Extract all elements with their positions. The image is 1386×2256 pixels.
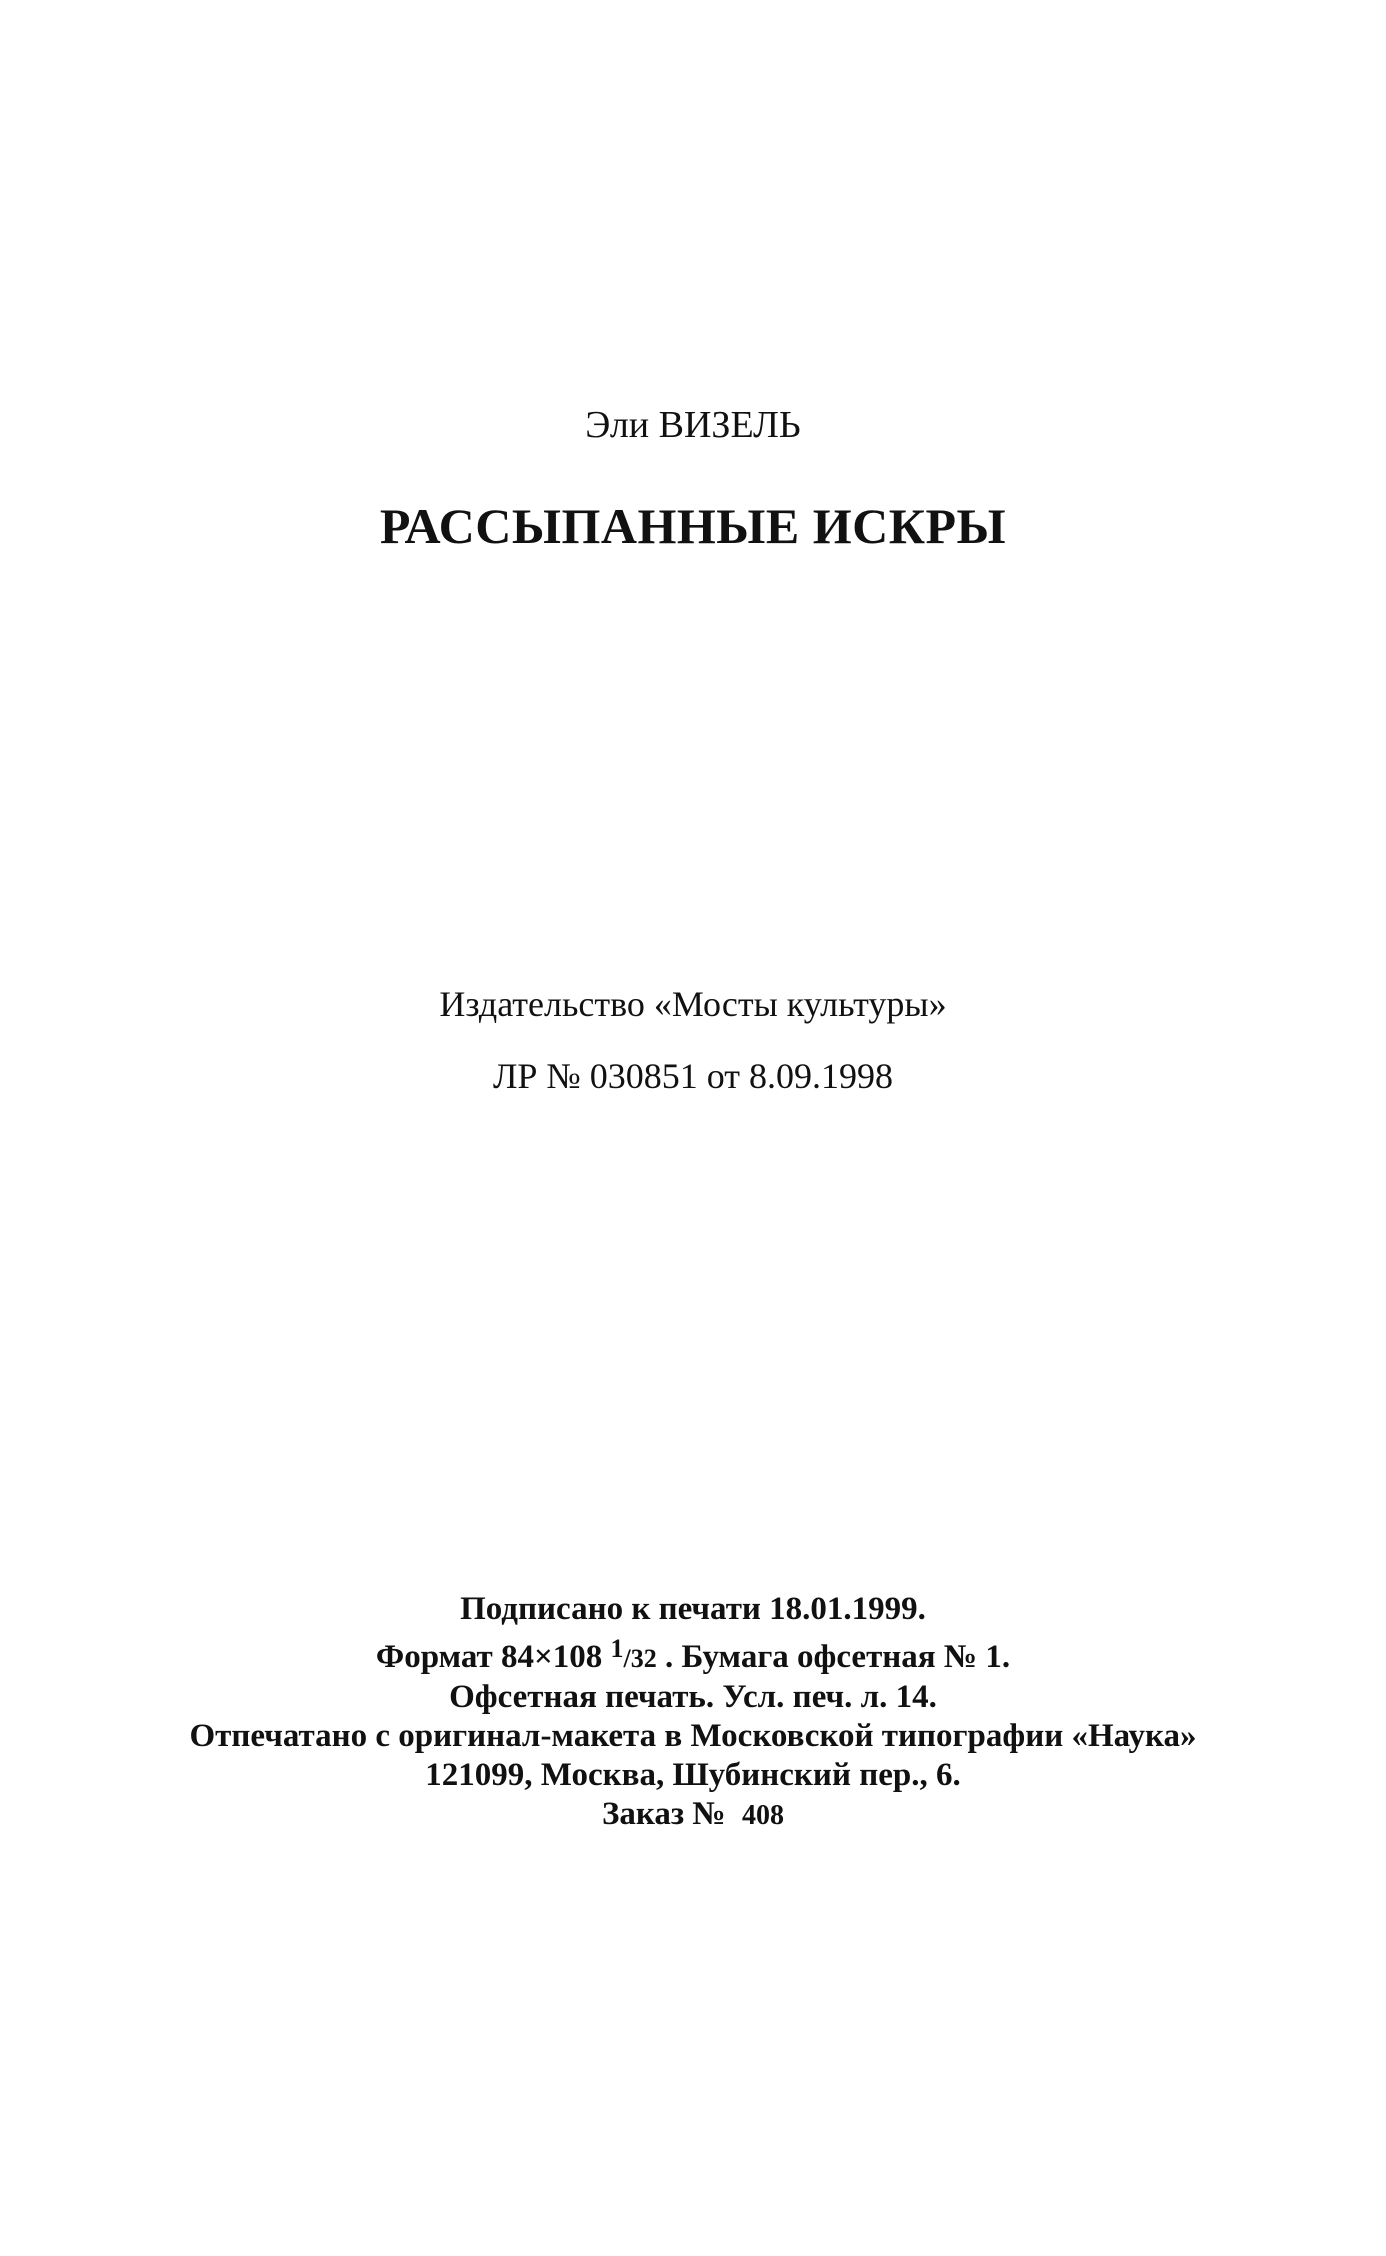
imprint-format-prefix: Формат 84×108: [375, 1639, 603, 1675]
imprint-block: [0, 1590, 1386, 1835]
publisher-name: Издательство «Мосты культуры»: [439, 984, 947, 1024]
imprint-order-label: Заказ №: [601, 1796, 726, 1832]
publisher-license: ЛР № 030851 от 8.09.1998: [492, 1056, 894, 1096]
book-title: РАССЫПАННЫЕ ИСКРЫ: [379, 498, 1007, 554]
book-author: Эли ВИЗЕЛЬ: [585, 404, 801, 446]
imprint-address: 121099, Москва, Шубинский пер., 6.: [425, 1757, 961, 1793]
imprint-printed-by: Отпечатано с оригинал-макета в Московской типографии «Наука»: [189, 1718, 1197, 1754]
imprint-order-number: 408: [742, 1800, 785, 1831]
imprint-format-frac-num: 1: [610, 1634, 624, 1663]
imprint-order: [0, 1795, 1386, 1835]
imprint-format-suffix: . Бумага офсетная № 1.: [665, 1639, 1011, 1675]
imprint-format-frac-den: /32: [623, 1644, 657, 1673]
imprint-print-type: Офсетная печать. Усл. печ. л. 14.: [449, 1679, 937, 1715]
imprint-signed: Подписано к печати 18.01.1999.: [460, 1591, 926, 1627]
imprint-format: [0, 1629, 1386, 1678]
